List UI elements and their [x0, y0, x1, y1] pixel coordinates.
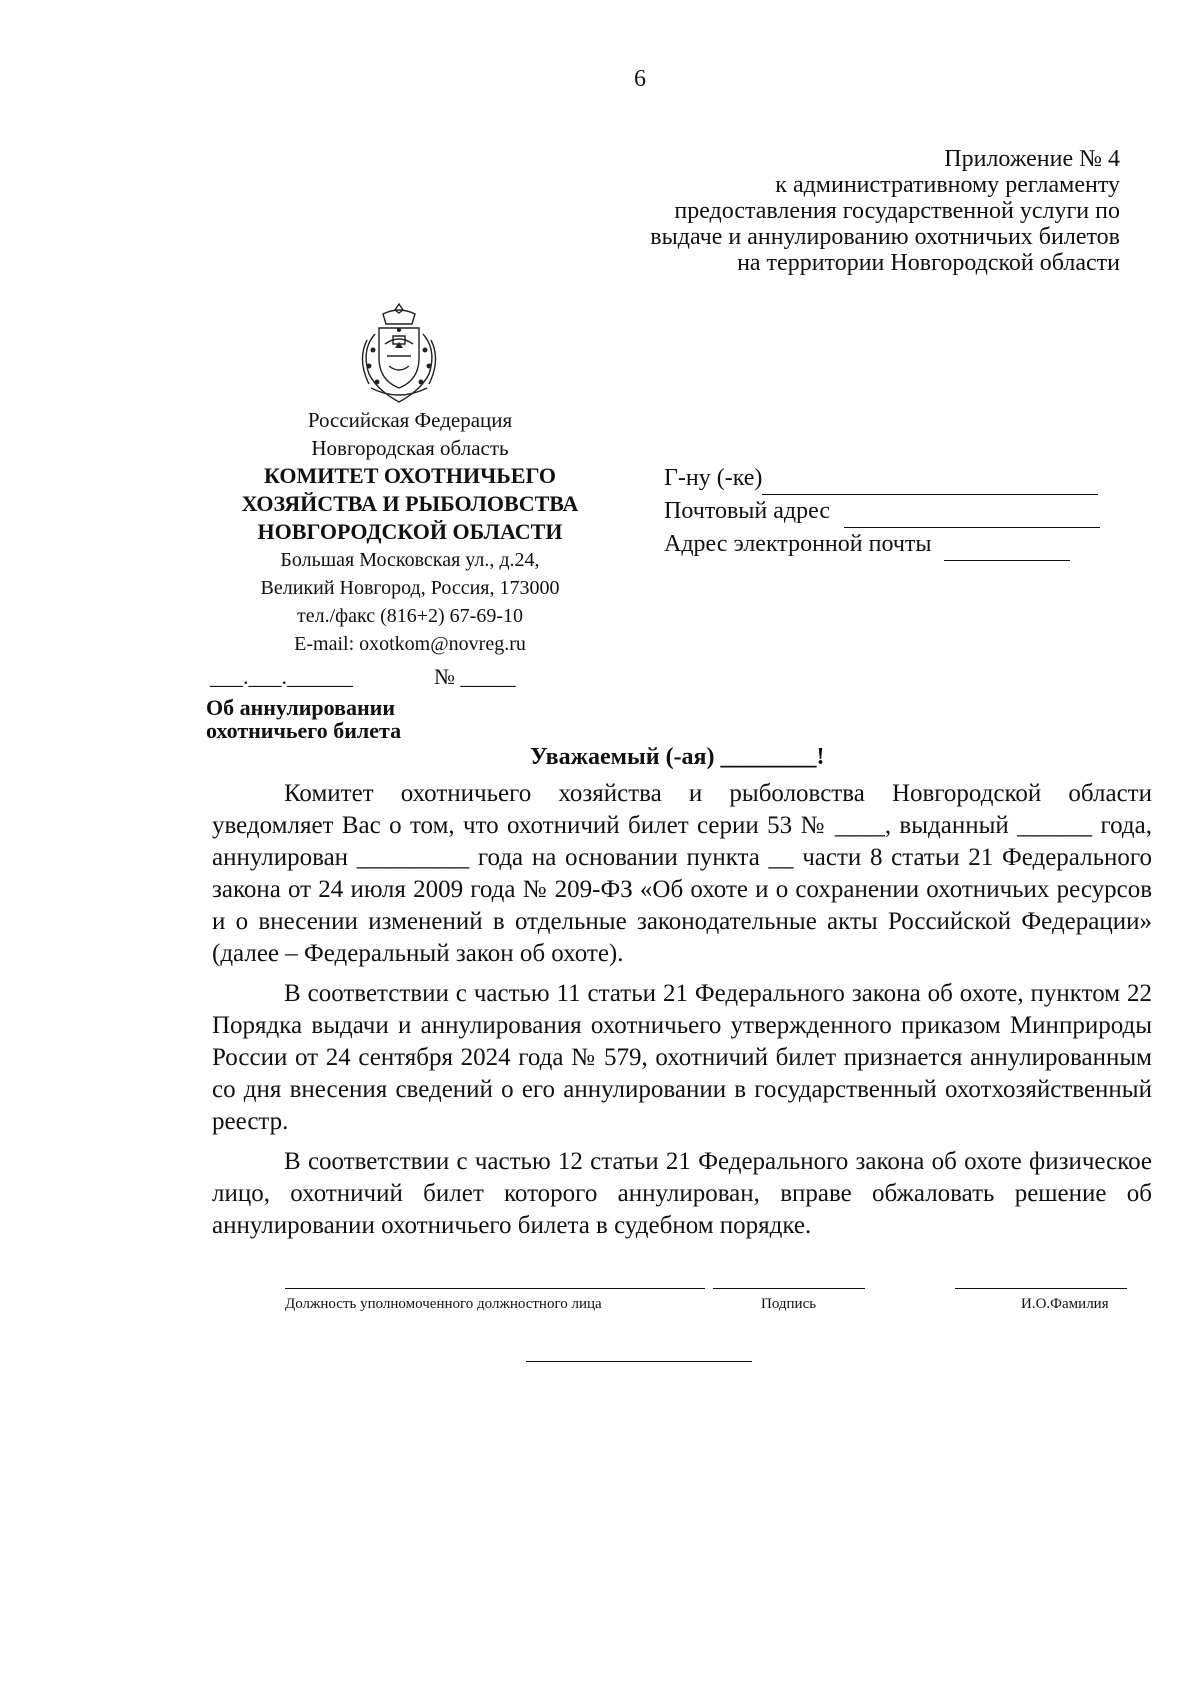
registration-line — [210, 664, 516, 690]
sender-org-name: ХОЗЯЙСТВА И РЫБОЛОВСТВА — [241, 491, 579, 516]
page-number: 6 — [634, 66, 646, 92]
sender-phone: тел./факс (816+2) 67-69-10 — [296, 605, 523, 627]
name-line — [955, 1288, 1127, 1289]
closing-rule — [526, 1361, 752, 1362]
recipient-name-blank — [762, 472, 1098, 495]
greeting: Уважаемый (-ая) ________! — [530, 744, 825, 770]
body-paragraph: Комитет охотничьего хозяйства и рыболовства Новгородской области уведомляет Вас о том, что охотничий билет серии 53 № ____, выданный ______ года, аннулирован _________ года на основании пункта __ части 8 статьи 21 Федерального закона от 24 июля 2009 года № 209-ФЗ «Об охоте и о сохранении охотничьих ресурсов и о внесении изменений в отдельные законодательные акты Российской Федерации» (далее – Федеральный закон об охоте). — [212, 780, 1152, 967]
subject-line: Об аннулировании — [206, 695, 396, 720]
recipient-postal-row — [664, 495, 1124, 528]
subject-line: охотничьего билета — [206, 718, 402, 743]
recipient-email-label: Адрес электронной почты — [664, 531, 932, 557]
body-paragraph: В соответствии с частью 11 статьи 21 Федерального закона об охоте, пунктом 22 Порядка выдачи и аннулирования охотничьего утвержденного приказом Минприроды России от 24 сентября 2024 года № 579, охотничий билет признается аннулированным со дня внесения сведений о его аннулировании в государственный охотхозяйственный реестр. — [212, 980, 1152, 1135]
recipient-name-row — [664, 462, 1124, 495]
sender-email: E-mail: oxotkom@novreg.ru — [294, 633, 526, 655]
appendix-line: Приложение № 4 — [944, 146, 1120, 172]
recipient-name-label: Г-ну (-ке) — [664, 465, 763, 491]
sender-org-name: КОМИТЕТ ОХОТНИЧЬЕГО — [263, 463, 556, 488]
recipient-email-blank — [944, 538, 1070, 561]
document-subject — [206, 696, 401, 742]
appendix-line: на территории Новгородской области — [737, 250, 1120, 276]
registration-date-blank: ___.___.______ — [210, 664, 353, 689]
appendix-header — [500, 146, 1120, 276]
appendix-line: выдаче и аннулированию охотничьих билетов — [650, 224, 1120, 250]
signature-line — [713, 1288, 865, 1289]
sender-block — [200, 406, 620, 658]
position-label: Должность уполномоченного должностного лица — [285, 1296, 602, 1312]
letter-body — [212, 778, 1152, 1250]
registration-number-blank: № _____ — [434, 664, 516, 689]
sender-address: Большая Московская ул., д.24, — [280, 549, 540, 571]
signature-lines — [285, 1288, 1130, 1292]
sender-region: Новгородская область — [311, 436, 509, 460]
sender-country: Российская Федерация — [307, 408, 513, 432]
position-line — [285, 1288, 705, 1289]
coat-of-arms-emblem — [353, 300, 445, 408]
recipient-block — [664, 462, 1124, 561]
recipient-email-row — [664, 528, 1124, 561]
appendix-line: к административному регламенту — [775, 172, 1120, 198]
name-label: И.О.Фамилия — [1021, 1296, 1109, 1312]
body-paragraph: В соответствии с частью 12 статьи 21 Федерального закона об охоте физическое лицо, охотничий билет которого аннулирован, вправе обжаловать решение об аннулировании охотничьего билета в судебном порядке. — [212, 1148, 1152, 1239]
sender-org-name: НОВГОРОДСКОЙ ОБЛАСТИ — [257, 519, 563, 544]
appendix-line: предоставления государственной услуги по — [674, 198, 1120, 224]
recipient-postal-blank — [844, 505, 1100, 528]
recipient-postal-label: Почтовый адрес — [664, 498, 831, 524]
sender-address: Великий Новгород, Россия, 173000 — [260, 577, 560, 599]
signature-label: Подпись — [761, 1296, 817, 1312]
